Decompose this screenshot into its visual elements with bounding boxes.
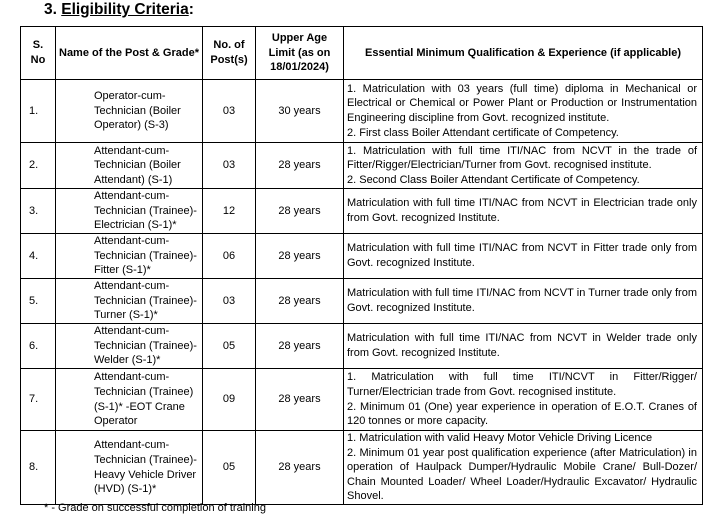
qualification-line: Matriculation with full time ITI/NAC from NCVT in Electrician trade only from Govt. recognized Institute. [347, 197, 697, 224]
row-post: Attendant-cum-Technician (Trainee)-Welder (S-1)* [56, 324, 203, 369]
eligibility-table [20, 26, 703, 505]
qualification-line: 1. Matriculation with 03 years (full time) diploma in Mechanical or Electrical or Chemical or Power Plant or Production or Instrumentation Engineering discipline from Govt. recognized institute. [347, 82, 697, 124]
row-sno: 6. [21, 324, 56, 369]
row-qualification [344, 324, 703, 369]
row-count: 03 [203, 80, 256, 143]
row-post: Attendant-cum-Technician (Boiler Attendant) (S-1) [56, 143, 203, 189]
row-qualification [344, 369, 703, 431]
qualification-line: 2. First class Boiler Attendant certificate of Competency. [347, 126, 619, 139]
table-row [21, 143, 703, 189]
row-sno: 7. [21, 369, 56, 431]
section-colon: : [188, 1, 194, 18]
row-count: 12 [203, 189, 256, 234]
row-age: 28 years [256, 143, 344, 189]
qualification-line: 1. Matriculation with full time ITI/NAC from NCVT in the trade of Fitter/Rigger/Electrician/Turner from Govt. recognised institute. [347, 144, 697, 172]
qualification-line: Matriculation with full time ITI/NAC from NCVT in Welder trade only from Govt. recognized Institute. [347, 332, 697, 359]
header-qualification: Essential Minimum Qualification & Experience (if applicable) [344, 27, 703, 80]
row-sno: 3. [21, 189, 56, 234]
footnote: * - Grade on successful completion of training [44, 502, 266, 514]
row-age: 28 years [256, 369, 344, 431]
header-count: No. of Post(s) [203, 27, 256, 80]
table-row [21, 431, 703, 505]
row-qualification [344, 431, 703, 505]
section-title: Eligibility Criteria [61, 1, 189, 18]
qualification-line: Matriculation with full time ITI/NAC from NCVT in Fitter trade only from Govt. recognized Institute. [347, 242, 697, 269]
row-post: Attendant-cum-Technician (Trainee)-Turner (S-1)* [56, 279, 203, 324]
row-sno: 2. [21, 143, 56, 189]
row-post: Operator-cum-Technician (Boiler Operator) (S-3) [56, 80, 203, 143]
row-qualification [344, 279, 703, 324]
row-age: 28 years [256, 234, 344, 279]
row-qualification [344, 189, 703, 234]
row-sno: 8. [21, 431, 56, 505]
row-qualification [344, 143, 703, 189]
section-heading [44, 1, 194, 19]
table-row [21, 234, 703, 279]
row-count: 09 [203, 369, 256, 431]
row-count: 06 [203, 234, 256, 279]
table-row [21, 80, 703, 143]
table-row [21, 369, 703, 431]
table-row [21, 189, 703, 234]
header-post: Name of the Post & Grade* [56, 27, 203, 80]
row-count: 03 [203, 143, 256, 189]
row-post: Attendant-cum-Technician (Trainee)-Heavy Vehicle Driver (HVD) (S-1)* [56, 431, 203, 505]
row-qualification [344, 80, 703, 143]
row-post: Attendant-cum-Technician (Trainee) (S-1)* -EOT Crane Operator [56, 369, 203, 431]
table-row [21, 279, 703, 324]
qualification-line: 2. Minimum 01 year post qualification experience (after Matriculation) in operation of Haulpack Dumper/Hydraulic Mobile Crane/ Bull-Dozer/ Chain Mounted Loader/ Wheel Loader/Hydraulic Excavator/ Hydraulic Shovel. [347, 446, 697, 503]
section-number: 3. [44, 1, 62, 18]
qualification-line: 1. Matriculation with valid Heavy Motor Vehicle Driving Licence [347, 432, 653, 445]
row-count: 05 [203, 431, 256, 505]
row-count: 03 [203, 279, 256, 324]
row-qualification [344, 234, 703, 279]
qualification-line: Matriculation with full time ITI/NAC from NCVT in Turner trade only from Govt. recognized Institute. [347, 287, 697, 314]
row-age: 28 years [256, 279, 344, 324]
qualification-line: 2. Minimum 01 (One) year experience in operation of E.O.T. Cranes of 120 tonnes or more capacity. [347, 400, 697, 428]
row-post: Attendant-cum-Technician (Trainee)-Electrician (S-1)* [56, 189, 203, 234]
qualification-line: 1. Matriculation with full time ITI/NCVT in Fitter/Rigger/ Turner/Electrician trade from Govt. recognised institute. [347, 371, 697, 398]
row-count: 05 [203, 324, 256, 369]
row-post: Attendant-cum-Technician (Trainee)-Fitter (S-1)* [56, 234, 203, 279]
row-age: 28 years [256, 324, 344, 369]
header-age: Upper Age Limit (as on 18/01/2024) [256, 27, 344, 80]
table-row [21, 324, 703, 369]
row-age: 28 years [256, 431, 344, 505]
row-age: 28 years [256, 189, 344, 234]
row-sno: 4. [21, 234, 56, 279]
qualification-line: 2. Second Class Boiler Attendant Certificate of Competency. [347, 173, 640, 186]
row-sno: 5. [21, 279, 56, 324]
row-sno: 1. [21, 80, 56, 143]
row-age: 30 years [256, 80, 344, 143]
header-sno: S. No [21, 27, 56, 80]
